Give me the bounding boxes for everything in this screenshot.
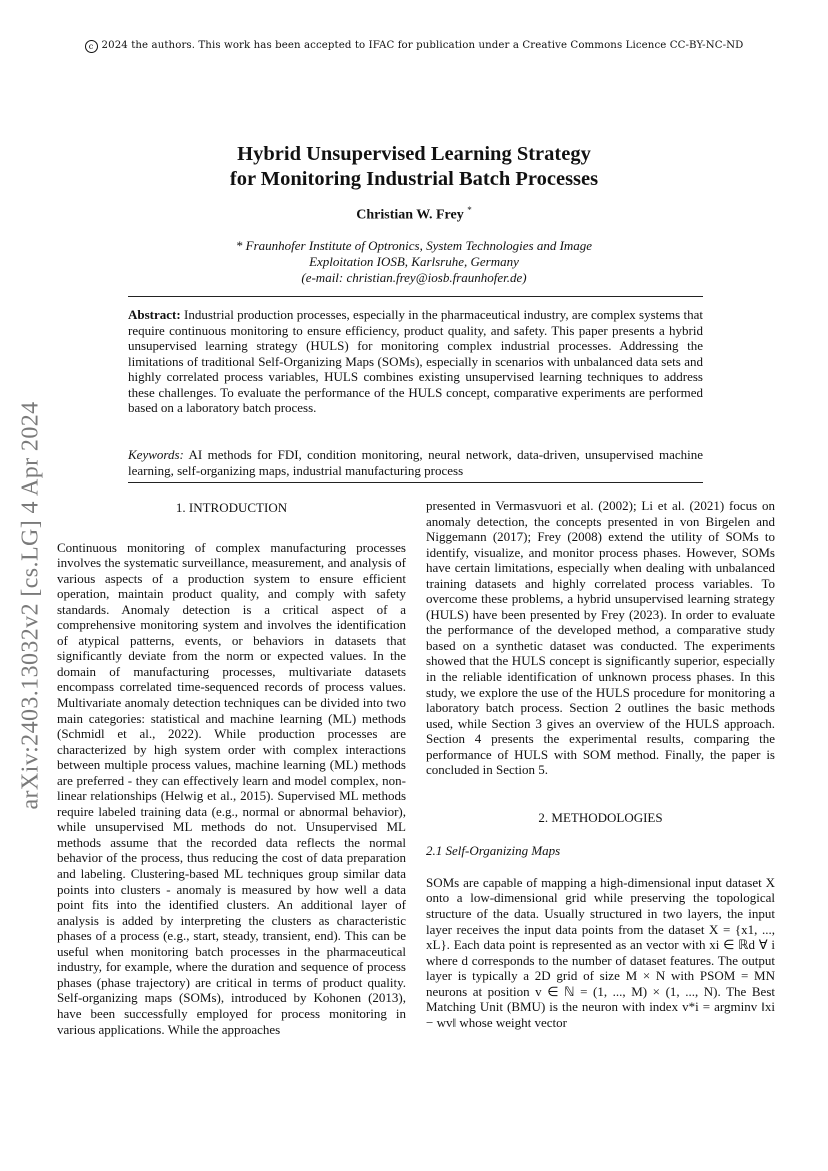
arxiv-stamp-text: arXiv:2403.13032v2 [cs.LG] 4 Apr 2024 <box>17 400 44 810</box>
som-paragraph: SOMs are capable of mapping a high-dimensional input dataset X onto a low-dimensional grid while preserving the topological structure of the data. Usually structured in two layers, the input layer receives the input data points from the dataset X = {x1, ..., xL}. Each data point is represented as an vector with xi ∈ ℝd ∀ i where d corresponds to the number of dataset features. The output layer is typically a 2D grid of size M × N with PSOM = MN neurons at position v ∈ ℕ = (1, ..., M) × (1, ..., N). The Best Matching Unit (BMU) is the neuron with index v*i = argminv ‖xi − wv‖ whose weight vector <box>426 874 775 1030</box>
left-column <box>57 496 406 1037</box>
intro-continued-paragraph: presented in Vermasvuori et al. (2002); Li et al. (2021) focus on anomaly detection, the concepts presented in von Birgelen and Niggemann (2017); Frey (2008) extend the utility of SOMs to identify, visualize, and monitor process phases. However, SOMs have certain limitations, especially when dealing with unbalanced training datasets and highly correlated process variables. To overcome these problems, a hybrid unsupervised learning strategy (HULS) have been presented by Frey (2023). In order to evaluate the performance of the developed method, a comparative study based on a synthetic dataset was conducted. The experiments showed that the HULS concept is significantly superior, especially in the reliable identification of unknown process phases. In this study, we explore the use of the HULS procedure for monitoring a laboratory batch process. Section 2 outlines the basic methods used, while Section 3 gives an overview of the HULS approach. Section 4 presents the experimental results, comparing the performance of HULS with SOM method. Finally, the paper is concluded in Section 5. <box>426 498 775 778</box>
author-mark: * <box>467 205 472 215</box>
arxiv-stamp <box>17 370 45 840</box>
license-notice <box>0 40 828 53</box>
title-line-2: for Monitoring Industrial Batch Processes <box>229 168 599 190</box>
subsection-2-1-heading: 2.1 Self-Organizing Maps <box>426 843 561 859</box>
keywords-text: AI methods for FDI, condition monitoring, neural network, data-driven, unsupervised machine learning, self-organizing maps, industrial manufacturing process <box>128 447 703 478</box>
abstract-block <box>128 307 703 416</box>
affiliation-line-3: (e-mail: christian.frey@iosb.fraunhofer.de) <box>301 270 527 285</box>
author-name <box>0 205 828 224</box>
affiliation-line-1: * Fraunhofer Institute of Optronics, System Technologies and Image <box>235 238 593 253</box>
keywords-label: Keywords: <box>128 447 184 462</box>
abstract-top-rule <box>128 296 703 297</box>
intro-paragraph: Continuous monitoring of complex manufacturing processes involves the systematic surveillance, measurement, and analysis of various aspects of a production system to ensure efficient operation, maintain product quality, and comply with safety standards. Anomaly detection is a critical aspect of a comprehensive monitoring system and involves the identification of atypical patterns, events, or behaviors in datasets that significantly deviate from the norm or expected values. In the domain of manufacturing processes, multivariate datasets encompass correlated time-sequenced records of process values. Multivariate anomaly detection techniques can be divided into two main categories: statistical and machine learning (ML) methods (Schmidl et al., 2022). While production processes are characterized by high system order with complex interactions between multiple process values, machine learning (ML) methods are preferred - they can effectively learn and model complex, non-linear relationships (Helwig et al., 2015). Supervised ML methods require labeled training data (e.g., normal or abnormal behavior), while unsupervised ML methods do not. Unsupervised ML methods assume that the recorded data reflects the normal behavior of the process, thus reducing the cost of data preparation and labeling. Clustering-based ML techniques group similar data points into clusters - anomaly is measured by how well a data point fits into the identified clusters. An additional layer of analysis is added by interpreting the clusters as characteristic phases of a process (e.g., start, steady, transient, end). This can be useful when monitoring batch processes in the pharmaceutical industry, for example, where the duration and sequence of process phases (phase trajectory) are critical in terms of product quality. Self-organizing maps (SOMs), introduced by Kohonen (2013), have been successfully employed for process monitoring in various applications. While the approaches <box>57 539 406 1037</box>
abstract-text: Industrial production processes, especially in the pharmaceutical industry, are complex systems that require continuous monitoring to ensure efficiency, product quality, and safety. This paper presents a hybrid unsupervised learning strategy (HULS) for monitoring complex industrial processes. Addressing the limitations of traditional Self-Organizing Maps (SOMs), especially in scenarios with unbalanced data sets and highly correlated process variables, HULS combines existing unsupervised learning techniques to address these challenges. To evaluate the performance of the HULS concept, comparative experiments are performed based on a laboratory batch process. <box>128 307 703 416</box>
section-2-heading: 2. METHODOLOGIES <box>538 809 663 825</box>
right-column <box>426 498 775 1030</box>
affiliation <box>0 238 828 286</box>
keywords-bottom-rule <box>128 482 703 483</box>
author-text: Christian W. Frey <box>356 207 464 223</box>
copyright-icon: c <box>85 40 98 53</box>
keywords-block <box>128 447 703 478</box>
affiliation-line-2: Exploitation IOSB, Karlsruhe, Germany <box>309 254 519 269</box>
license-text: 2024 the authors. This work has been accepted to IFAC for publication under a Creative Commons Licence CC-BY-NC-ND <box>101 40 744 51</box>
title-line-1: Hybrid Unsupervised Learning Strategy <box>237 143 591 165</box>
abstract-label: Abstract: <box>128 307 181 322</box>
section-1-heading: 1. INTRODUCTION <box>175 500 288 515</box>
paper-title <box>0 142 828 192</box>
